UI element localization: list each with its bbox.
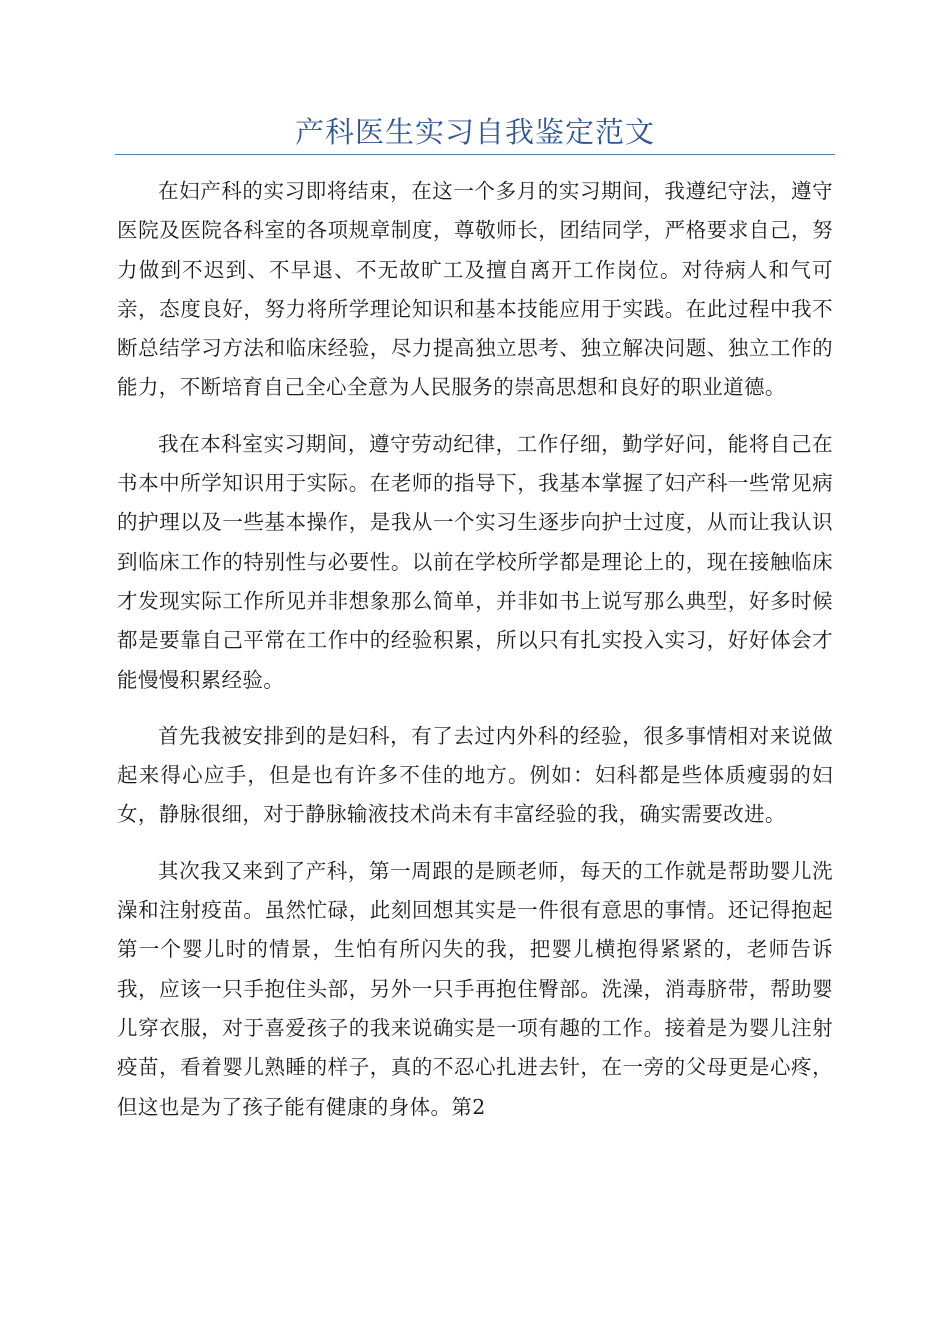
body-paragraph: 在妇产科的实习即将结束，在这一个多月的实习期间，我遵纪守法，遵守医院及医院各科室的各项规章制度，尊敬师长，团结同学，严格要求自己，努力做到不迟到、不早退、不无故旷工及擅自离开工作岗位。对待病人和气可亲，态度良好，努力将所学理论知识和基本技能应用于实践。在此过程中我不断总结学习方法和临床经验，尽力提高独立思考、独立解决问题、独立工作的能力，不断培育自己全心全意为人民服务的崇高思想和良好的职业道德。 bbox=[117, 179, 833, 400]
title-underline bbox=[115, 154, 835, 155]
body-paragraph: 首先我被安排到的是妇科，有了去过内外科的经验，很多事情相对来说做起来得心应手，但是也有许多不佳的地方。例如：妇科都是些体质瘦弱的妇女，静脉很细，对于静脉输液技术尚未有丰富经验的我，确实需要改进。 bbox=[117, 723, 833, 827]
document-title: 产科医生实习自我鉴定范文 bbox=[294, 115, 655, 149]
document-body bbox=[117, 172, 833, 1144]
body-paragraph: 其次我又来到了产科，第一周跟的是顾老师，每天的工作就是帮助婴儿洗澡和注射疫苗。虽然忙碌，此刻回想其实是一件很有意思的事情。还记得抱起第一个婴儿时的情景，生怕有所闪失的我，把婴儿横抱得紧紧的，老师告诉我，应该一只手抱住头部，另外一只手再抱住臀部。洗澡，消毒脐带，帮助婴儿穿衣服，对于喜爱孩子的我来说确实是一项有趣的工作。接着是为婴儿注射疫苗，看着婴儿熟睡的样子，真的不忍心扎进去针，在一旁的父母更是心疼，但这也是为了孩子能有健康的身体。第2 bbox=[117, 858, 833, 1119]
body-paragraph: 我在本科室实习期间，遵守劳动纪律，工作仔细，勤学好问，能将自己在书本中所学知识用于实际。在老师的指导下，我基本掌握了妇产科一些常见病的护理以及一些基本操作，是我从一个实习生逐步向护士过度，从而让我认识到临床工作的特别性与必要性。以前在学校所学都是理论上的，现在接触临床才发现实际工作所见并非想象那么简单，并非如书上说写那么典型，好多时候都是要靠自己平常在工作中的经验积累，所以只有扎实投入实习，好好体会才能慢慢积累经验。 bbox=[117, 431, 833, 692]
